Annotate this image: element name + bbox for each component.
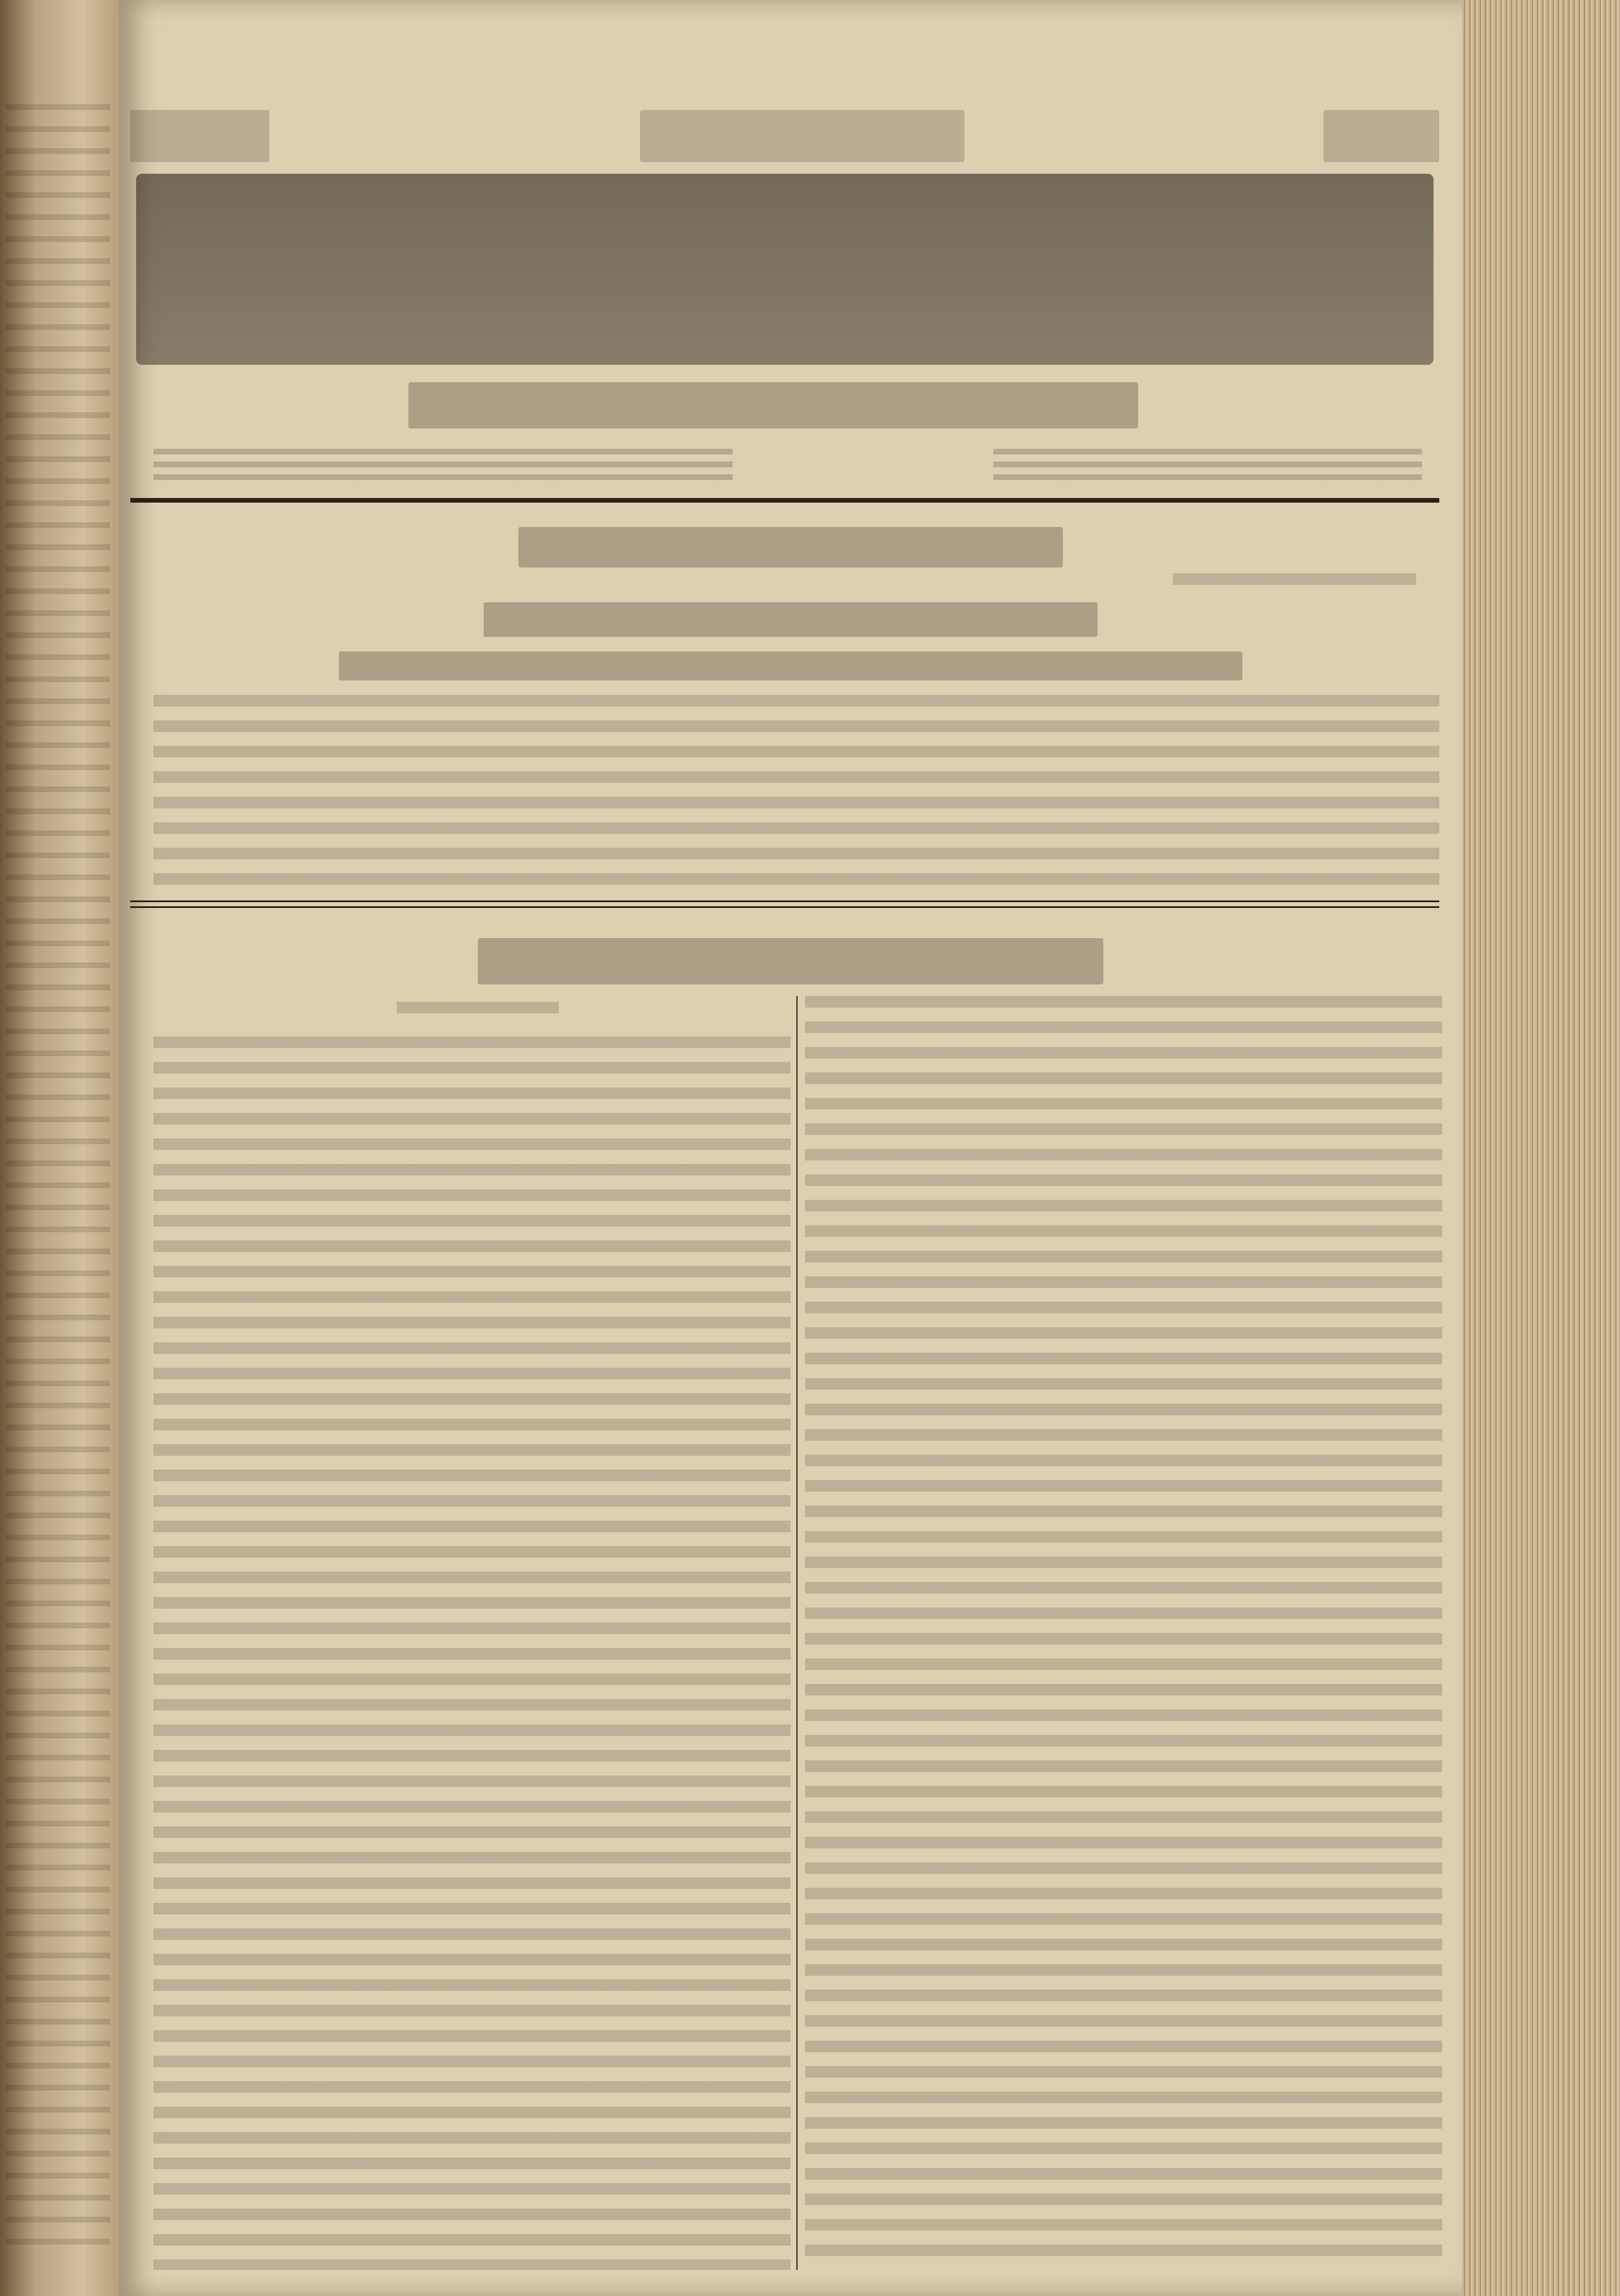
- political-section-heading: [119, 932, 1462, 996]
- issue-date: [640, 110, 964, 162]
- column-divider: [796, 996, 798, 2270]
- issue-number: [130, 110, 269, 162]
- adjacent-page-text-blocks: [6, 104, 110, 2247]
- section-rule: [130, 900, 1439, 902]
- issue-year: [1323, 110, 1439, 162]
- page-edges: [1462, 0, 1620, 2296]
- masthead-rule: [130, 498, 1439, 503]
- publication-info: [153, 449, 733, 484]
- newspaper-subtitle: [408, 382, 1138, 429]
- masthead: [119, 0, 1462, 521]
- official-section-heading: [119, 521, 1462, 573]
- adjacent-page-strip: [0, 0, 119, 2296]
- section-rule-double: [130, 906, 1439, 908]
- newspaper-page: [119, 0, 1462, 2296]
- notice-heading: [119, 596, 1462, 683]
- newspaper-nameplate: [136, 174, 1434, 365]
- masthead-info-row: [142, 449, 1428, 484]
- political-subheading: [397, 1002, 559, 1023]
- political-column-left: [153, 1037, 791, 2270]
- price-info: [993, 449, 1422, 484]
- official-notice-body: [153, 695, 1439, 892]
- masthead-top-row: [130, 110, 1439, 162]
- political-column-right: [805, 996, 1442, 2270]
- official-dateline: [1173, 573, 1416, 591]
